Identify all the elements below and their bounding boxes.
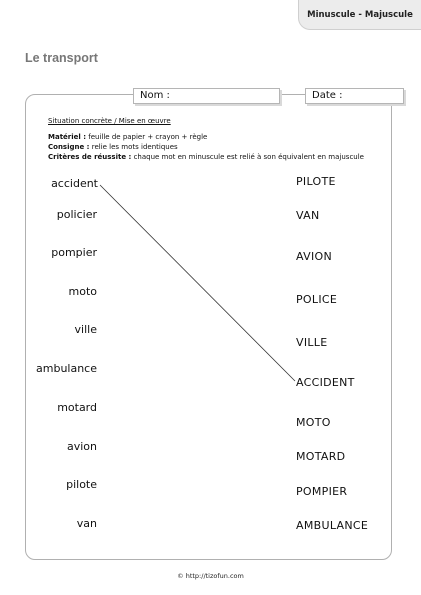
right-word[interactable]: AVION bbox=[296, 250, 332, 263]
right-word[interactable]: PILOTE bbox=[296, 175, 336, 188]
footer-url[interactable]: http://tizofun.com bbox=[185, 572, 244, 580]
criteres-text: chaque mot en minuscule est relié à son équivalent en majuscule bbox=[133, 153, 364, 161]
left-word[interactable]: van bbox=[76, 517, 97, 530]
materiel-text: feuille de papier + crayon + règle bbox=[88, 133, 208, 141]
left-word[interactable]: pilote bbox=[66, 478, 97, 491]
materiel-label: Matériel : bbox=[48, 133, 87, 141]
left-word[interactable]: pompier bbox=[51, 246, 97, 259]
instructions-heading: Situation concrète / Mise en œuvre bbox=[48, 117, 171, 125]
right-word[interactable]: AMBULANCE bbox=[296, 519, 369, 532]
date-field-label: Date : bbox=[312, 90, 343, 101]
right-word[interactable]: POLICE bbox=[296, 293, 338, 306]
left-word[interactable]: ville bbox=[74, 323, 97, 336]
left-word[interactable]: policier bbox=[56, 208, 97, 221]
right-word[interactable]: ACCIDENT bbox=[296, 376, 355, 389]
right-word[interactable]: MOTO bbox=[296, 416, 331, 429]
copyright-icon: © bbox=[177, 572, 184, 580]
left-word[interactable]: moto bbox=[68, 285, 97, 298]
left-word[interactable]: accident bbox=[51, 177, 98, 190]
left-word[interactable]: avion bbox=[66, 440, 97, 453]
name-field-label: Nom : bbox=[140, 90, 170, 101]
consigne-label: Consigne : bbox=[48, 143, 90, 151]
right-word[interactable]: MOTARD bbox=[296, 450, 346, 463]
right-word[interactable]: VILLE bbox=[296, 336, 328, 349]
footer bbox=[0, 572, 421, 580]
right-word[interactable]: VAN bbox=[296, 209, 320, 222]
page-title: Le transport bbox=[25, 51, 98, 65]
right-word[interactable]: POMPIER bbox=[296, 485, 348, 498]
left-word[interactable]: motard bbox=[57, 401, 97, 414]
criteres-label: Critères de réussite : bbox=[48, 153, 132, 161]
consigne-text: relie les mots identiques bbox=[91, 143, 178, 151]
category-tab-label: Minuscule - Majuscule bbox=[307, 9, 413, 20]
left-word[interactable]: ambulance bbox=[36, 362, 97, 375]
